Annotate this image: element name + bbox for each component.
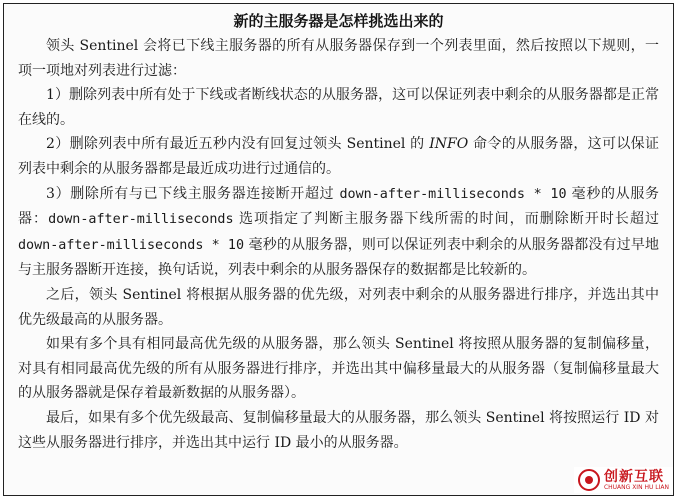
rule-1-paragraph: 1）删除列表中所有处于下线或者断线状态的从服务器，这可以保证列表中剩余的从服务器都是正常在线的。	[18, 87, 659, 128]
rule-2-paragraph	[18, 132, 659, 181]
watermark-cn: 创新互联	[603, 468, 664, 485]
box-title: 新的主服务器是怎样挑选出来的	[233, 12, 444, 30]
watermark-text	[604, 470, 669, 491]
rule-3-text-2: 毫秒的从服务器：	[18, 185, 660, 228]
priority-paragraph: 之后，领头 Sentinel 将根据从服务器的优先级，对列表中剩余的从服务器进行排序，并选出其中优先级最高的从服务器。	[18, 286, 659, 328]
code-down-after-ms-x10-b: down-after-milliseconds * 10	[18, 237, 245, 253]
watermark	[574, 467, 673, 493]
intro-paragraph: 领头 Sentinel 会将已下线主服务器的所有从服务器保存到一个列表里面，然后按照以下规则，一项一项地对列表进行过滤：	[18, 38, 659, 79]
run-id-paragraph: 最后，如果有多个优先级最高、复制偏移量最大的从服务器，那么领头 Sentinel 将按照运行 ID 对这些从服务器进行排序，并选出其中运行 ID 最小的从服务器。	[18, 409, 659, 451]
rule-3-text-3: 选项指定了判断主服务器下线所需的时间，而删除断开时长超过	[233, 211, 659, 228]
rule-3-paragraph	[18, 182, 659, 283]
watermark-logo-icon	[578, 469, 600, 491]
offset-paragraph: 如果有多个具有相同最高优先级的从服务器，那么领头 Sentinel 将按照从服务器的复制偏移量，对具有相同最高优先级的所有从服务器进行排序，并选出其中偏移量最大的从服务器（复制偏移量最大的从服务器就是保存着最新数据的从服务器）。	[18, 336, 659, 402]
watermark-en: CHUANG XIN HU LIAN	[603, 483, 669, 491]
code-down-after-ms: down-after-milliseconds	[48, 212, 234, 228]
sidebar-box	[3, 3, 674, 496]
rule-3-text-4: 毫秒的从服务器，则可以保证列表中剩余的从服务器都没有过早地与主服务器断开连接，换句话说，列表中剩余的从服务器保存的数据都是比较新的。	[18, 236, 659, 279]
code-down-after-ms-x10-a: down-after-milliseconds * 10	[339, 186, 567, 202]
info-command: INFO	[429, 136, 469, 153]
rule-2-text-after: 命令的从服务器，这可以保证列表中剩余的从服务器都是最近成功进行过通信的。	[18, 136, 659, 177]
rule-2-text-before: 2）删除列表中所有最近五秒内没有回复过领头 Sentinel 的	[46, 136, 430, 153]
rule-3-text-1: 3）删除所有与已下线主服务器连接断开超过	[46, 185, 340, 202]
box-body	[4, 30, 673, 455]
